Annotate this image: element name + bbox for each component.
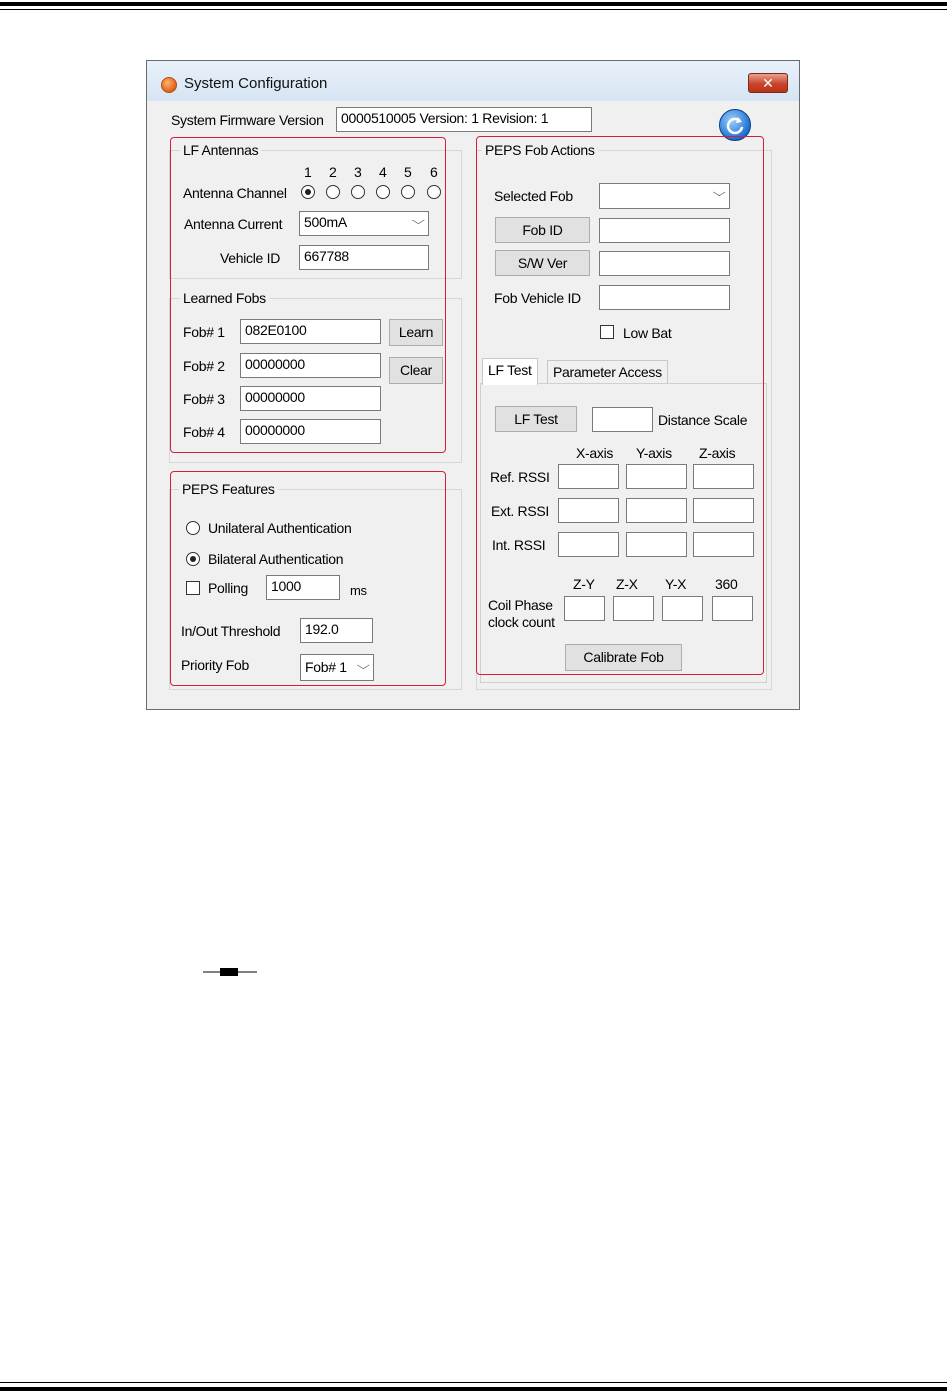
chevron-down-icon: ⌵ (411, 215, 425, 227)
fob4-label: Fob# 4 (183, 424, 225, 440)
sw-ver-button[interactable]: S/W Ver (495, 250, 590, 276)
close-icon: ✕ (762, 75, 774, 91)
refresh-icon (725, 115, 745, 135)
x-axis-header: X-axis (576, 445, 614, 461)
clock-count-label: clock count (488, 614, 555, 630)
coil-zy-header: Z-Y (573, 576, 595, 592)
tab-parameter-access[interactable]: Parameter Access (547, 360, 668, 384)
ext-rssi-label: Ext. RSSI (491, 503, 549, 519)
page-bottom-rule-thin (0, 1382, 947, 1383)
firmware-version-field[interactable]: 0000510005 Version: 1 Revision: 1 (336, 107, 592, 132)
fob2-field[interactable]: 00000000 (240, 353, 381, 378)
antenna-current-value: 500mA (304, 214, 347, 230)
highlight-lf-antennas-learned-fobs (170, 137, 446, 453)
fob1-field[interactable]: 082E0100 (240, 319, 381, 344)
clear-button[interactable]: Clear (389, 357, 443, 384)
channel-number-4: 4 (379, 164, 387, 180)
peps-features-title: PEPS Features (179, 481, 278, 497)
peps-fob-actions-title: PEPS Fob Actions (482, 142, 598, 158)
page-top-rule-thin (0, 9, 947, 10)
priority-fob-label: Priority Fob (181, 657, 249, 673)
polling-interval-field[interactable]: 1000 (266, 575, 340, 600)
priority-fob-value: Fob# 1 (305, 659, 347, 675)
page-top-rule (0, 2, 947, 6)
learn-button[interactable]: Learn (389, 319, 443, 346)
fob4-field[interactable]: 00000000 (240, 419, 381, 444)
polling-label: Polling (208, 580, 248, 596)
title-bar (147, 61, 799, 101)
learned-fobs-title: Learned Fobs (180, 290, 269, 306)
fob1-label: Fob# 1 (183, 324, 225, 340)
tab-lf-test[interactable]: LF Test (482, 358, 538, 385)
channel-number-1: 1 (304, 164, 312, 180)
lf-test-button[interactable]: LF Test (495, 406, 577, 432)
coil-phase-label: Coil Phase (488, 597, 553, 613)
close-button[interactable] (748, 73, 788, 93)
selected-fob-label: Selected Fob (494, 188, 573, 204)
firmware-label: System Firmware Version (171, 112, 324, 128)
fob2-label: Fob# 2 (183, 358, 225, 374)
polling-unit-label: ms (350, 583, 367, 598)
low-bat-label: Low Bat (623, 325, 672, 341)
z-axis-header: Z-axis (699, 445, 736, 461)
fob-id-button[interactable]: Fob ID (495, 217, 590, 243)
antenna-current-label: Antenna Current (184, 216, 283, 232)
chevron-down-icon: ⌵ (712, 187, 726, 199)
y-axis-header: Y-axis (636, 445, 672, 461)
antenna-channel-label: Antenna Channel (183, 185, 287, 201)
lf-antennas-title: LF Antennas (180, 142, 261, 158)
channel-number-3: 3 (354, 164, 362, 180)
highlight-peps-features (170, 471, 446, 686)
coil-zx-header: Z-X (616, 576, 638, 592)
highlight-peps-fob-actions (476, 136, 764, 675)
distance-scale-label: Distance Scale (658, 412, 748, 428)
calibrate-fob-button[interactable]: Calibrate Fob (565, 644, 682, 671)
channel-number-6: 6 (430, 164, 438, 180)
fob-vehicle-id-label: Fob Vehicle ID (494, 290, 581, 306)
system-configuration-window (146, 60, 800, 710)
chevron-down-icon: ⌵ (356, 660, 370, 672)
channel-number-2: 2 (329, 164, 337, 180)
fob3-label: Fob# 3 (183, 391, 225, 407)
window-title: System Configuration (184, 75, 328, 92)
vehicle-id-field[interactable]: 667788 (299, 245, 429, 270)
threshold-field[interactable]: 192.0 (300, 618, 373, 643)
bilateral-label: Bilateral Authentication (208, 551, 344, 567)
threshold-label: In/Out Threshold (181, 623, 281, 639)
app-icon (161, 77, 177, 93)
resistor-symbol-icon (203, 965, 257, 977)
coil-360-header: 360 (715, 576, 738, 592)
ref-rssi-label: Ref. RSSI (490, 469, 550, 485)
unilateral-label: Unilateral Authentication (208, 520, 352, 536)
fob3-field[interactable]: 00000000 (240, 386, 381, 411)
channel-number-5: 5 (404, 164, 412, 180)
vehicle-id-label: Vehicle ID (220, 250, 281, 266)
coil-yx-header: Y-X (665, 576, 687, 592)
int-rssi-label: Int. RSSI (492, 537, 546, 553)
page-bottom-rule (0, 1387, 947, 1391)
